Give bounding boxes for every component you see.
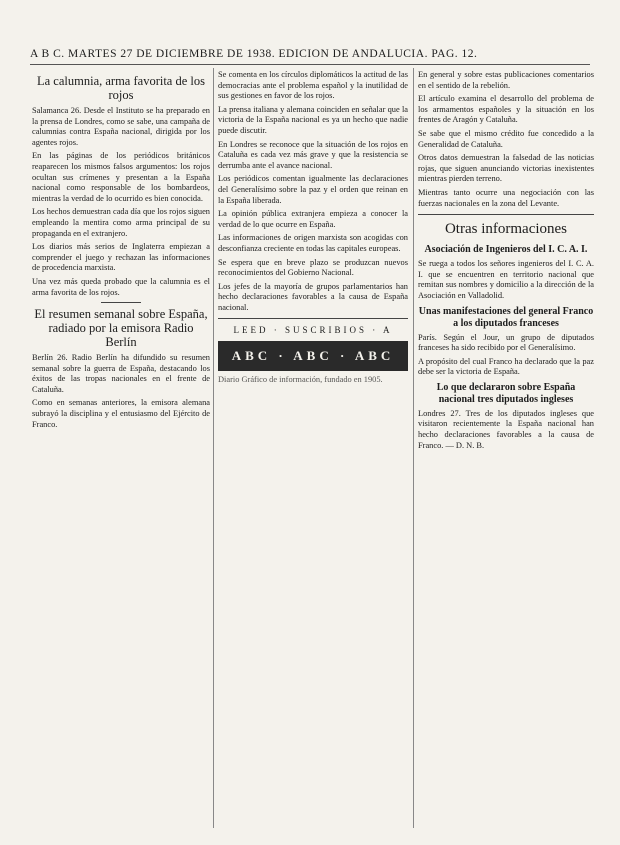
article-paragraph: A propósito del cual Franco ha declarado que la paz debe ser la victoria de España. (418, 356, 594, 377)
article-paragraph: Se espera que en breve plazo se produzcan nuevos reconocimientos del Gobierno Nacional. (218, 257, 408, 278)
article-paragraph: París. Según el Jour, un grupo de diputados franceses ha sido recibido por el Generalísimo. (418, 332, 594, 353)
running-head: A B C. MARTES 27 DE DICIEMBRE DE 1938. EDICION DE ANDALUCIA. PAG. 12. (30, 48, 478, 60)
separator (101, 302, 141, 303)
subheadline-ingenieros: Asociación de Ingenieros del I. C. A. I. (424, 244, 588, 256)
subscription-ad: ABC · ABC · ABC (218, 341, 408, 371)
article-paragraph: Como en semanas anteriores, la emisora alemana subrayó la disciplina y el entusiasmo del Ejército de Franco. (32, 398, 210, 429)
article-paragraph: Se ruega a todos los señores ingenieros del I. C. A. I. que se encuentren en territorio nacional que remitan sus nombres y domicilio a la dirección de la Asociación en Valladolid. (418, 259, 594, 300)
article-paragraph: Se comenta en los círculos diplomáticos la actitud de las democracias ante el problema español y la inutilidad de sus gestiones en favor de los rojos. (218, 70, 408, 101)
headline-radio-berlin: El resumen semanal sobre España, radiado por la emisora Radio Berlín (34, 307, 208, 350)
ad-caption: LEED · SUSCRIBIOS · A (233, 325, 393, 336)
separator (218, 318, 408, 319)
article-paragraph: Mientras tanto ocurre una negociación con las fuerzas nacionales en la zona del Levante. (418, 187, 594, 208)
article-paragraph: Una vez más queda probado que la calumnia es el arma favorita de los rojos. (32, 276, 210, 297)
article-paragraph: En Londres se reconoce que la situación de los rojos en Cataluña es cada vez más grave y que la resistencia se derrumba ante el avance nacional. (218, 139, 408, 170)
article-paragraph: Berlín 26. Radio Berlín ha difundido su resumen semanal sobre la guerra de España, destacando los éxitos de las tropas nacionales en el frente de Cataluña. (32, 353, 210, 394)
ad-footnote: Diario Gráfico de información, fundado en 1905. (218, 375, 383, 385)
subheadline-general-franco: Unas manifestaciones del general Franco a los diputados franceses (418, 305, 594, 329)
article-paragraph: Los hechos demuestran cada día que los rojos siguen empleando la mentira como arma principal de su propaganda en el extranjero. (32, 207, 210, 238)
column-1 (32, 70, 210, 433)
article-paragraph: Los diarios más serios de Inglaterra empiezan a comprender el juego y rechazan las informaciones de procedencia marxista. (32, 242, 210, 273)
headline-calumnia: La calumnia, arma favorita de los rojos (37, 74, 205, 102)
article-paragraph: En general y sobre estas publicaciones comentarios en el sentido de la rebelión. (418, 70, 594, 90)
article-paragraph: La opinión pública extranjera empieza a conocer la verdad de lo que ocurre en España. (218, 209, 408, 229)
subheadline-diputados-ingleses: Lo que declararon sobre España nacional tres diputados ingleses (436, 381, 576, 405)
article-paragraph: Los jefes de la mayoría de grupos parlamentarios han hecho declaraciones favorables a la causa de España nacional. (218, 281, 408, 312)
header-rule (30, 64, 590, 65)
article-paragraph: Otros datos demuestran la falsedad de las noticias rojas, que siguen anunciando victorias inexistentes mientras pierden terreno. (418, 153, 594, 184)
article-paragraph: Londres 27. Tres de los diputados ingleses que visitaron recientemente la España nacional han hecho declaraciones favorables a la causa de Franco. — D. N. B. (418, 408, 594, 450)
article-paragraph: En las páginas de los periódicos británicos reaparecen los mismos falsos argumentos: los rojos ocultan sus crímenes y presentan a la España nacional como responsable de los bombardeos, mientras la verdad de lo ocurrido es bien conocida. (32, 151, 210, 203)
article-paragraph: Se sabe que el mismo crédito fue concedido a la Generalidad de Cataluña. (418, 128, 594, 149)
column-divider (213, 68, 214, 828)
separator (418, 214, 594, 215)
article-paragraph: La prensa italiana y alemana coinciden en señalar que la victoria de la España nacional es ya un hecho que nadie puede discutir. (218, 104, 408, 135)
column-3 (418, 70, 594, 454)
article-paragraph: Las informaciones de origen marxista son acogidas con desconfianza creciente en todas las capitales europeas. (218, 233, 408, 253)
section-title-otras-informaciones: Otras informaciones (444, 221, 568, 238)
article-paragraph: Los periódicos comentan igualmente las declaraciones del Generalísimo sobre la paz y el orden que reinan en la España liberada. (218, 174, 408, 205)
column-2 (218, 70, 408, 389)
article-paragraph: Salamanca 26. Desde el Instituto se ha preparado en la prensa de Londres, como se sabe, una campaña de calumnias contra España nacional, dirigida por los agentes rojos. (32, 106, 210, 147)
article-paragraph: El artículo examina el desarrollo del problema de los armamentos españoles y la situación en los frentes de Aragón y Cataluña. (418, 94, 594, 125)
column-divider (413, 68, 414, 828)
